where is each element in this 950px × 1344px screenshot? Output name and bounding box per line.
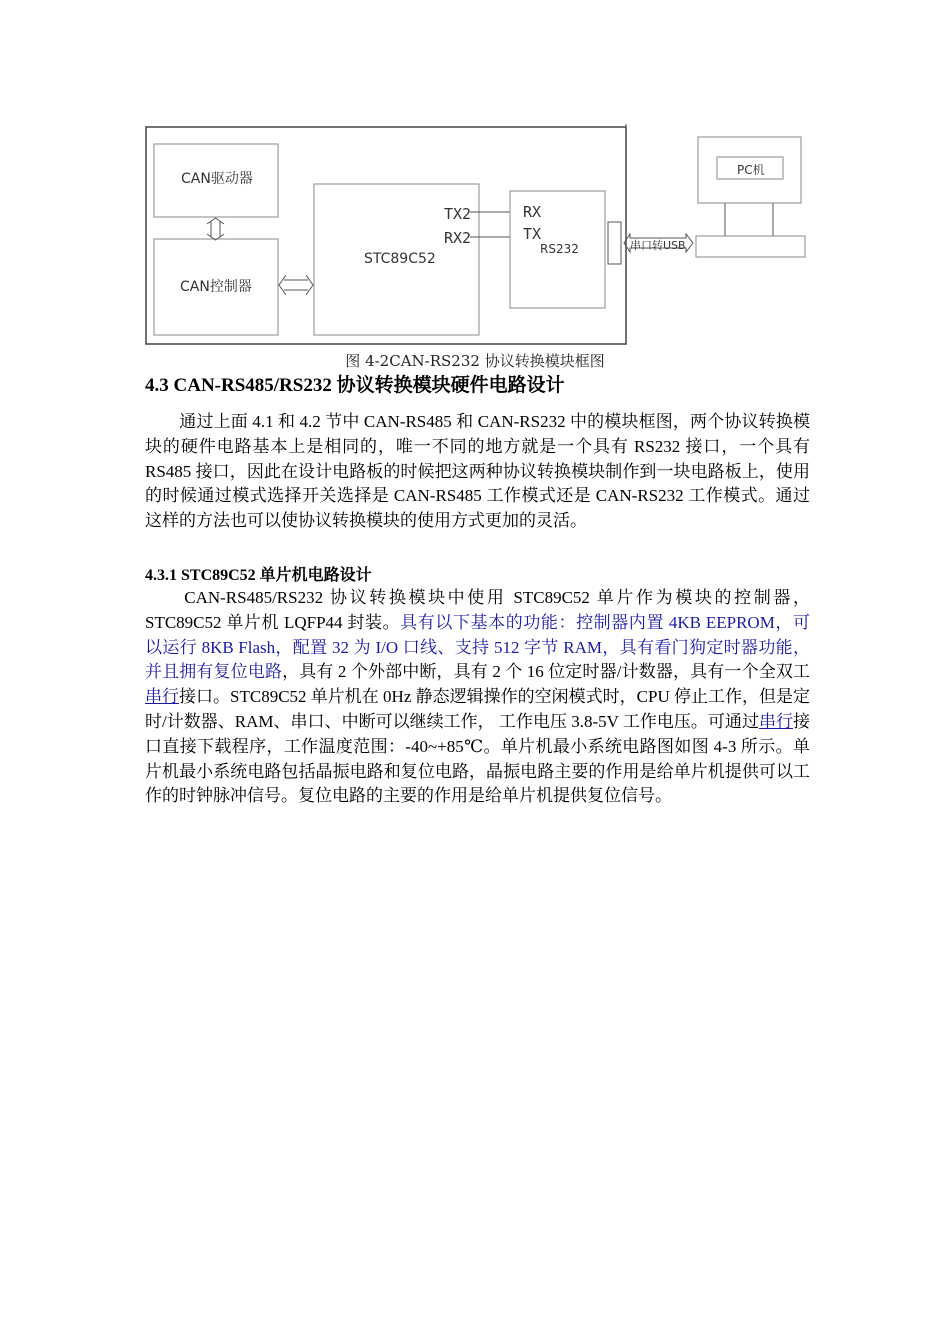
- paragraph-1: 通过上面 4.1 和 4.2 节中 CAN-RS485 和 CAN-RS232 中的模块框图，两个协议转换模块的硬件电路基本上是相同的，唯一不同的地方就是一个具有 RS232 接口，一个具有 RS485 接口，因此在设计电路板的时候把这两种协议转换模块制作到一块电路板上，使用的时候通过模式选择开关选择是 CAN-RS485 工作模式还是 CAN-RS232 工作模式。通过这样的方法也可以使协议转换模块的使用方式更加的灵活。: [145, 412, 810, 531]
- mcu-label: STC89C52: [364, 251, 436, 267]
- paragraph-2-intro: CAN-RS485/RS232 协议转换模块中使用 STC89C52 单片作为模块的控制器，STC89C52 单片机 LQFP44 封装。: [145, 588, 810, 632]
- rs232-label: RS232: [540, 242, 579, 256]
- tx-label: TX: [523, 225, 542, 243]
- figure-caption: 图 4-2CAN-RS232 协议转换模块框图: [345, 352, 605, 370]
- subsection-title: 4.3.1 STC89C52 单片机电路设计: [145, 567, 372, 584]
- paragraph-2: [145, 586, 810, 809]
- rx-label: RX: [523, 203, 542, 221]
- serial-usb-label: 串口转USB: [630, 239, 686, 252]
- can-controller-label: CAN控制器: [180, 279, 252, 295]
- paragraph-2-mid: ，具有 2 个外部中断，具有 2 个 16 位定时器/计数器，具有一个全双工: [282, 662, 810, 682]
- rx2-label: RX2: [444, 229, 472, 247]
- paragraph-2-end: 接口直接下载程序，工作温度范围：-40~+85℃。单片机最小系统电路图如图 4-3 所示。单片机最小系统电路包括晶振电路和复位电路，晶振电路主要的作用是给单片机提供可以工作的时钟脉冲信号。复位电路的主要的作用是给单片机提供复位信号。: [145, 711, 810, 806]
- serial-link-1[interactable]: 串行: [145, 687, 180, 707]
- tx2-label: TX2: [444, 205, 472, 223]
- serial-link-2[interactable]: 串行: [758, 711, 793, 731]
- diagram-lines: [140, 120, 820, 350]
- pc-label: PC机: [737, 163, 765, 177]
- can-driver-label: CAN驱动器: [181, 171, 253, 187]
- features-highlight: 具有以下基本的功能：控制器内置 4KB EEPROM，可以运行 8KB Flash，配置 32 为 I/O 口线、支持 512 字节 RAM，具有看门狗定时器功能，并且拥有复位电路: [145, 612, 810, 682]
- section-title: 4.3 CAN-RS485/RS232 协议转换模块硬件电路设计: [145, 375, 565, 396]
- paragraph-2-body: 接口。STC89C52 单片机在 0Hz 静态逻辑操作的空闲模式时，CPU 停止工作，但是定时/计数器、RAM、串口、中断可以继续工作， 工作电压 3.8-5V 工作电压。可通过: [145, 687, 810, 731]
- block-diagram: [140, 120, 820, 350]
